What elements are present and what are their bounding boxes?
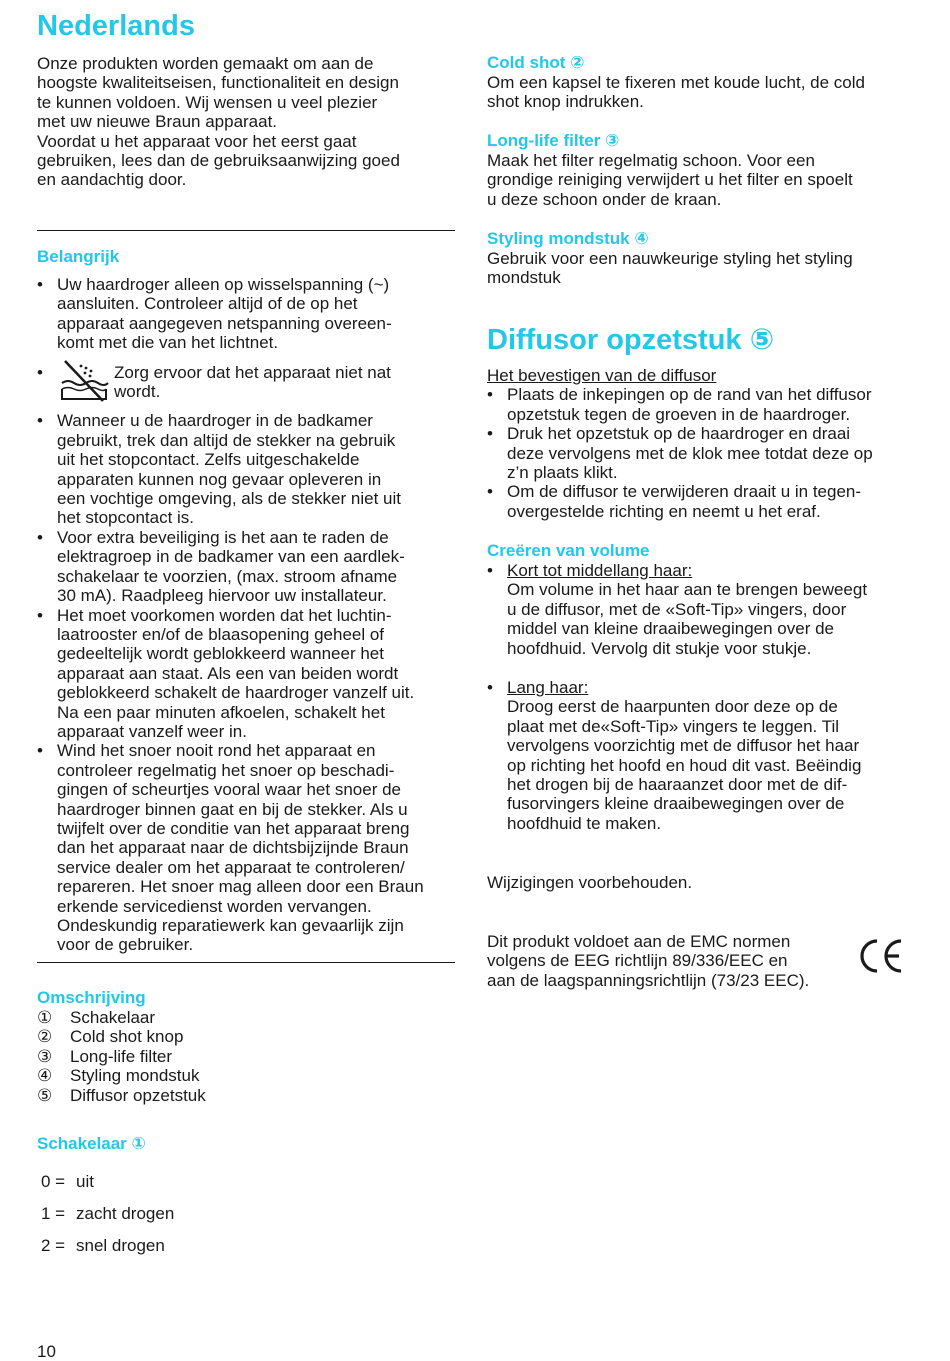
section-divider: [37, 962, 455, 963]
list-item: ② Cold shot knop: [37, 1027, 184, 1047]
page-number: 10: [37, 1342, 56, 1361]
list-item: ⑤ Diffusor opzetstuk: [37, 1085, 206, 1105]
diffusor-title: Diffusor opzetstuk ⑤: [487, 324, 775, 356]
list-item: ① Schakelaar: [37, 1008, 156, 1027]
volume-heading: Creëren van volume: [487, 541, 650, 560]
switch-heading: Schakelaar ①: [37, 1134, 146, 1153]
styling-heading: Styling mondstuk ④: [487, 229, 649, 248]
list-item: • Kort tot middellang haar: Om volume in het haar aan te brengen beweegt u de diffusor, met de «Soft-Tip» vingers, door middel van kleine draaibewegingen over de hoofdhuid. Vervolg dit stukje voor stukje.: [487, 561, 868, 658]
no-water-icon: [59, 359, 109, 403]
list-item: • Plaats de inkepingen op de rand van het diffusor opzetstuk tegen de groeven in de haardroger.: [487, 385, 872, 424]
switch-setting: 1 = zacht drogen: [41, 1204, 175, 1223]
attach-heading: Het bevestigen van de diffusor: [487, 366, 717, 385]
attach-section: [487, 366, 917, 521]
section-divider: [37, 230, 455, 231]
volume-short: [487, 561, 917, 658]
list-item: • Uw haardroger alleen op wisselspanning (~) aansluiten. Controleer altijd of de op het apparaat aangegeven netspanning overeen- komt met die van het lichtnet.: [37, 275, 392, 353]
intro-paragraph: Onze produkten worden gemaakt om aan de hoogste kwaliteitseisen, functionaliteit en design te kunnen voldoen. Wij wensen u veel plezier met uw nieuwe Braun apparaat. Voordat u het apparaat voor het eerst gaat gebruiken, lees dan de gebruiksaanwijzing goed en aandachtig door.: [37, 54, 400, 190]
important-heading: Belangrijk: [37, 247, 120, 266]
list-item: • Om de diffusor te verwijderen draait u in tegen- overgestelde richting en neemt u het eraf.: [487, 482, 862, 521]
description-list: [37, 1008, 337, 1105]
cold-shot-heading: Cold shot ②: [487, 53, 585, 72]
list-item: • Wanneer u de haardroger in de badkamer gebruikt, trek dan altijd de stekker na gebruik uit het stopcontact. Zelfs uitgeschakelde apparaten kunnen nog gevaar opleveren in een vochtige omgeving, als de stekker niet uit het stopcontact is.: [37, 411, 401, 528]
ce-mark-icon: [858, 937, 904, 975]
changes-note: Wijzigingen voorbehouden.: [487, 873, 693, 892]
list-item: • Druk het opzetstuk op de haardroger en draai deze vervolgens met de klok mee totdat deze op z’n plaats klikt.: [487, 424, 873, 483]
list-item: • Lang haar: Droog eerst de haarpunten door deze op de plaat met de«Soft-Tip» vingers te leggen. Til vervolgens voorzichtig met de diffusor het haar op richting het hoofd en houd dit vast. Beëindig het drogen bij de haaraanzet door met de dif- fusorvingers kleine draaibewegingen over de hoofdhuid te maken.: [487, 678, 862, 833]
list-item: ③ Long-life filter: [37, 1046, 173, 1066]
switch-setting: 2 = snel drogen: [41, 1236, 165, 1255]
cold-shot-text: Om een kapsel te fixeren met koude lucht, de cold shot knop indrukken.: [487, 73, 865, 112]
description-heading: Omschrijving: [37, 988, 146, 1007]
list-item: • Het moet voorkomen worden dat het luchtin- laatrooster en/of de blaasopening geheel of gedeeltelijk wordt geblokkeerd wanneer het apparaat aan staat. Als een van beiden wordt geblokkeerd schakelt de haardroger vanzelf uit. Na een paar minuten afkoelen, schakelt het apparaat vanzelf weer in.: [37, 605, 415, 741]
list-item: • Wind het snoer nooit rond het apparaat en controleer regelmatig het snoer op beschadi- gingen of scheurtjes vooral waar het snoer de haardroger binnen gaat en bij de stekker. Als u twijfelt over de conditie van het apparaat breng dan het apparaat naar de dichtsbijzijnde Braun service dealer om het apparaat te controleren/ repareren. Het snoer mag alleen door een Braun erkende servicedienst worden vervangen. Ondeskundig reparatiewerk kan gevaarlijk zijn voor de gebruiker.: [37, 741, 424, 955]
filter-text: Maak het filter regelmatig schoon. Voor een grondige reiniging verwijdert u het filter en spoelt u deze schoon onder de kraan.: [487, 151, 853, 209]
styling-text: Gebruik voor een nauwkeurige styling het styling mondstuk: [487, 249, 853, 288]
volume-long: [487, 678, 917, 833]
switch-setting: 0 = uit: [41, 1172, 94, 1191]
list-item: • Voor extra beveiliging is het aan te raden de elektragroep in de badkamer van een aardlek- schakelaar te voorzien, (max. stroom afname 30 mA). Raadpleeg hiervoor uw installateur.: [37, 527, 405, 606]
filter-heading: Long-life filter ③: [487, 131, 620, 150]
list-item: • Zorg ervoor dat het apparaat niet nat wordt.: [37, 363, 457, 402]
list-item: ④ Styling mondstuk: [37, 1066, 200, 1086]
page-title: Nederlands: [37, 10, 195, 42]
important-list: [37, 275, 457, 955]
emc-text: Dit produkt voldoet aan de EMC normen volgens de EEG richtlijn 89/336/EEC en aan de laagspanningsrichtlijn (73/23 EEC).: [487, 932, 810, 990]
